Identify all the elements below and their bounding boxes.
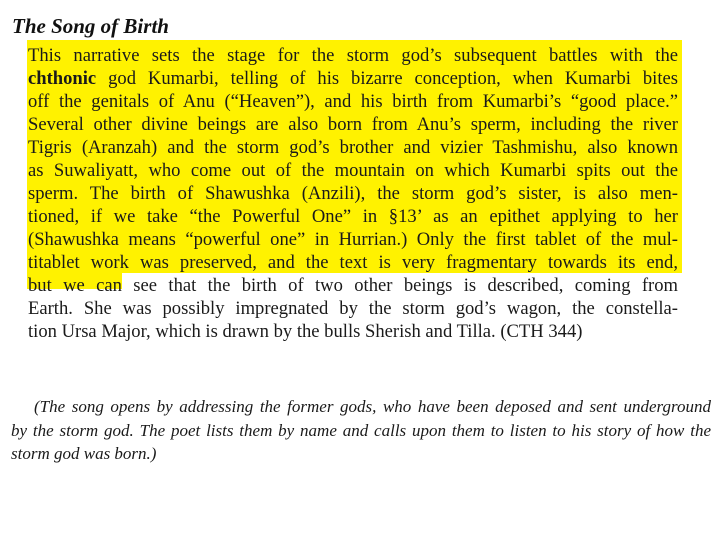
paragraph-line: off the genitals of Anu (“Heaven”), and his birth from Kumarbi’s “good place.” [28, 91, 678, 112]
paragraph-line: (Shawushka means “powerful one” in Hurrian.) Only the first tablet of the mul- [28, 229, 678, 250]
section-heading: The Song of Birth [12, 14, 169, 38]
caption-line: by the storm god. The poet lists them by name and calls upon them to listen to his story of how the [11, 420, 711, 440]
paragraph-line: but we can see that the birth of two other beings is described, coming from [28, 275, 678, 296]
paragraph-line: as Suwaliyatt, who come out of the mountain on which Kumarbi spits out the [28, 160, 678, 181]
paragraph-line: titablet work was preserved, and the text is very fragmentary towards its end, [28, 252, 678, 273]
narrative-paragraph [28, 44, 678, 343]
paragraph-line-text: god Kumarbi, telling of his bizarre conception, when Kumarbi bites [108, 68, 678, 89]
paragraph-line [28, 67, 678, 90]
bold-term: chthonic [28, 68, 97, 89]
italic-caption [11, 395, 711, 466]
paragraph-line: Earth. She was possibly impregnated by the storm god’s wagon, the constella- [28, 298, 678, 319]
paragraph-line: Several other divine beings are also born from Anu’s sperm, including the river [28, 114, 678, 135]
caption-line: storm god was born.) [11, 444, 157, 463]
paragraph-line: tioned, if we take “the Powerful One” in §13’ as an epithet applying to her [28, 206, 678, 227]
paragraph-line: tion Ursa Major, which is drawn by the bulls Sherish and Tilla. (CTH 344) [28, 321, 583, 342]
paragraph-line: This narrative sets the stage for the storm god’s subsequent battles with the [28, 45, 678, 66]
caption-line: (The song opens by addressing the former gods, who have been deposed and sent underground [34, 397, 711, 416]
paragraph-line: Tigris (Aranzah) and the storm god’s brother and vizier Tashmishu, also known [28, 137, 678, 158]
paragraph-line: sperm. The birth of Shawushka (Anzili), the storm god’s sister, is also men- [28, 183, 678, 204]
